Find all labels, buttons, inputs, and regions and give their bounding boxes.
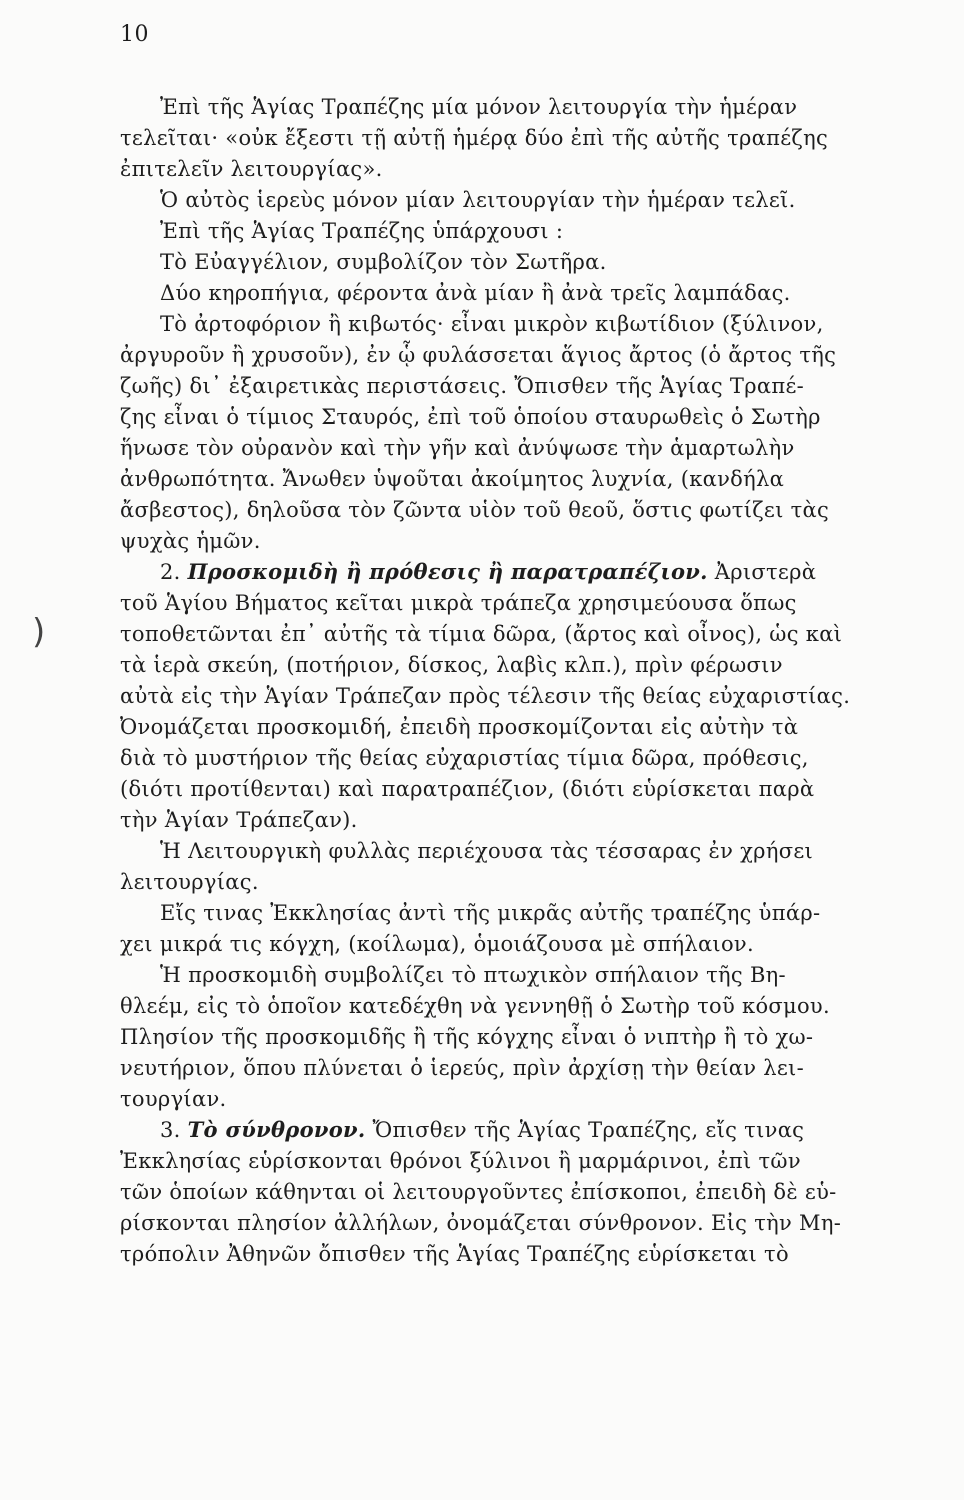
text-line: τουργίαν. xyxy=(120,1087,227,1111)
text-line: Τὸ ἀρτοφόριον ἢ κιβωτός· εἶναι μικρὸν κιβωτίδιον (ξύλινον, xyxy=(160,312,824,336)
text-line: ζης εἶναι ὁ τίμιος Σταυρός, ἐπὶ τοῦ ὁποίου σταυρωθεὶς ὁ Σωτὴρ xyxy=(120,405,821,429)
text-line: νευτήριον, ὅπου πλύνεται ὁ ἱερεύς, πρὶν ἀρχίσῃ τὴν θείαν λει- xyxy=(120,1056,804,1080)
text-line: Ὀνομάζεται προσκομιδή, ἐπειδὴ προσκομίζονται εἰς αὐτὴν τὰ xyxy=(120,715,799,739)
text-line: λειτουργίας. xyxy=(120,870,259,894)
section-number: 3. xyxy=(160,1118,181,1142)
section-heading-line xyxy=(160,557,816,587)
section-text: Ὄπισθεν τῆς Ἁγίας Τραπέζης, εἴς τινας xyxy=(372,1118,805,1142)
section-title: Τὸ σύνθρονον. xyxy=(187,1117,366,1142)
text-line: Ἐπὶ τῆς Ἁγίας Τραπέζης ὑπάρχουσι : xyxy=(160,219,564,243)
text-line: Τὸ Εὐαγγέλιον, συμβολίζον τὸν Σωτῆρα. xyxy=(160,250,607,274)
section-text: Ἀριστερὰ xyxy=(714,560,817,584)
text-line: ρίσκονται πλησίον ἀλλήλων, ὀνομάζεται σύνθρονον. Εἰς τὴν Μη- xyxy=(120,1211,842,1235)
text-line: τῶν ὁποίων κάθηνται οἱ λειτουργοῦντες ἐπίσκοποι, ἐπειδὴ δὲ εὑ- xyxy=(120,1180,837,1204)
text-line: ἄσβεστος), δηλοῦσα τὸν ζῶντα υἱὸν τοῦ θεοῦ, ὅστις φωτίζει τὰς xyxy=(120,498,830,522)
text-line: Ὁ αὐτὸς ἱερεὺς μόνον μίαν λειτουργίαν τὴν ἡμέραν τελεῖ. xyxy=(160,188,796,212)
text-line: Ἐπὶ τῆς Ἁγίας Τραπέζης μία μόνον λειτουργία τὴν ἡμέραν xyxy=(160,95,798,119)
text-line: Δύο κηροπήγια, φέροντα ἀνὰ μίαν ἢ ἀνὰ τρεῖς λαμπάδας. xyxy=(160,281,791,305)
text-line: τελεῖται· «οὐκ ἔξεστι τῇ αὐτῇ ἡμέρᾳ δύο ἐπὶ τῆς αὐτῆς τραπέζης xyxy=(120,126,829,150)
text-line: ἀργυροῦν ἢ χρυσοῦν), ἐν ᾧ φυλάσσεται ἅγιος ἄρτος (ὁ ἄρτος τῆς xyxy=(120,343,837,367)
text-line: τοῦ Ἁγίου Βήματος κεῖται μικρὰ τράπεζα χρησιμεύουσα ὅπως xyxy=(120,591,797,615)
text-line: (διότι προτίθενται) καὶ παρατραπέζιον, (διότι εὑρίσκεται παρὰ xyxy=(120,777,815,801)
text-line: χει μικρά τις κόγχη, (κοίλωμα), ὁμοιάζουσα μὲ σπήλαιον. xyxy=(120,932,754,956)
section-number: 2. xyxy=(160,560,181,584)
page-number: 10 xyxy=(120,22,149,47)
text-line: Ἡ Λειτουργικὴ φυλλὰς περιέχουσα τὰς τέσσαρας ἐν χρήσει xyxy=(160,839,814,863)
section-heading-line xyxy=(160,1115,804,1145)
text-line: Εἴς τινας Ἐκκλησίας ἀντὶ τῆς μικρᾶς αὐτῆς τραπέζης ὑπάρ- xyxy=(160,901,821,925)
text-line: τὰ ἱερὰ σκεύη, (ποτήριον, δίσκος, λαβὶς κλπ.), πρὶν φέρωσιν xyxy=(120,653,783,677)
text-line: αὐτὰ εἰς τὴν Ἁγίαν Τράπεζαν πρὸς τέλεσιν τῆς θείας εὐχαριστίας. xyxy=(120,684,851,708)
text-line: ἀνθρωπότητα. Ἄνωθεν ὑψοῦται ἀκοίμητος λυχνία, (κανδήλα xyxy=(120,467,785,491)
text-line: τρόπολιν Ἀθηνῶν ὄπισθεν τῆς Ἁγίας Τραπέζης εὑρίσκεται τὸ xyxy=(120,1242,789,1266)
margin-bracket-mark: ) xyxy=(32,612,46,652)
text-line: Ἐκκλησίας εὑρίσκονται θρόνοι ξύλινοι ἢ μαρμάρινοι, ἐπὶ τῶν xyxy=(120,1149,801,1173)
text-line: Ἡ προσκομιδὴ συμβολίζει τὸ πτωχικὸν σπήλαιον τῆς Βη- xyxy=(160,963,786,987)
text-line: ψυχὰς ἡμῶν. xyxy=(120,529,261,553)
text-line: τοποθετῶνται ἐπ᾽ αὐτῆς τὰ τίμια δῶρα, (ἄρτος καὶ οἶνος), ὡς καὶ xyxy=(120,622,843,646)
text-line: Πλησίον τῆς προσκομιδῆς ἢ τῆς κόγχης εἶναι ὁ νιπτὴρ ἢ τὸ χω- xyxy=(120,1025,814,1049)
text-line: ἥνωσε τὸν οὐρανὸν καὶ τὴν γῆν καὶ ἀνύψωσε τὴν ἁμαρτωλὴν xyxy=(120,436,795,460)
section-title: Προσκομιδὴ ἢ πρόθεσις ἢ παρατραπέζιον. xyxy=(187,559,708,584)
text-line: διὰ τὸ μυστήριον τῆς θείας εὐχαριστίας τίμια δῶρα, πρόθεσις, xyxy=(120,746,809,770)
text-line: ἐπιτελεῖν λειτουργίας». xyxy=(120,157,383,181)
text-line: τὴν Ἁγίαν Τράπεζαν). xyxy=(120,808,358,832)
text-line: ζωῆς) δι᾽ ἐξαιρετικὰς περιστάσεις. Ὄπισθεν τῆς Ἁγίας Τραπέ- xyxy=(120,374,805,398)
text-line: θλεέμ, εἰς τὸ ὁποῖον κατεδέχθη νὰ γεννηθῇ ὁ Σωτὴρ τοῦ κόσμου. xyxy=(120,994,830,1018)
